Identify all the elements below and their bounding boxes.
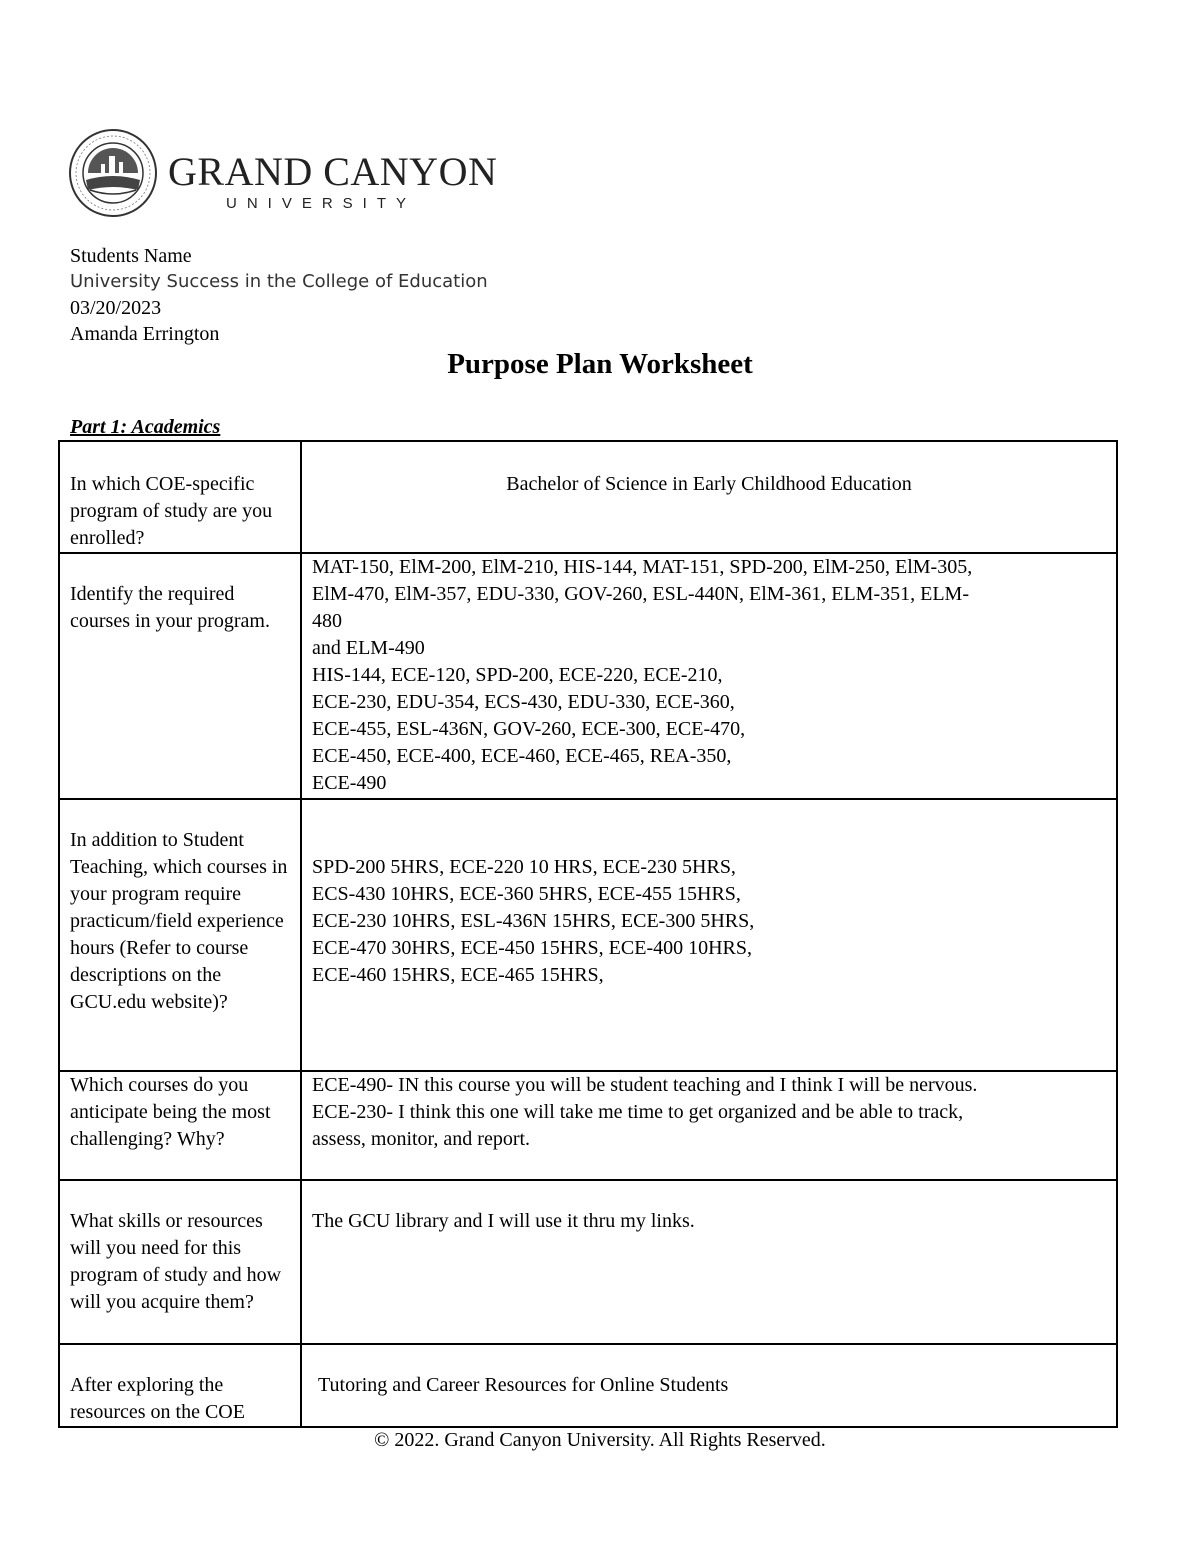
academics-table-body bbox=[59, 441, 1117, 1427]
answer-line: ECE-230, EDU-354, ECS-430, EDU-330, ECE-360, bbox=[312, 691, 735, 713]
answer-cell bbox=[301, 1180, 1117, 1344]
question-cell: In addition to Student Teaching, which courses in your program require practicum/field experience hours (Refer to course descriptions on the GCU.edu website)? bbox=[59, 799, 301, 1071]
university-seal-icon bbox=[68, 128, 158, 218]
answer-line: HIS-144, ECE-120, SPD-200, ECE-220, ECE-210, bbox=[312, 664, 723, 686]
table-row bbox=[59, 799, 1117, 1071]
answer-line: MAT-150, ElM-200, ElM-210, HIS-144, MAT-151, SPD-200, ElM-250, ElM-305, bbox=[312, 556, 973, 578]
table-row bbox=[59, 1071, 1117, 1180]
table-row bbox=[59, 1344, 1117, 1427]
answer-line: assess, monitor, and report. bbox=[312, 1128, 531, 1150]
question-cell: What skills or resources will you need for this program of study and how will you acquire them? bbox=[59, 1180, 301, 1344]
academics-table bbox=[58, 440, 1118, 1428]
copyright-footer: © 2022. Grand Canyon University. All Rights Reserved. bbox=[374, 1429, 826, 1451]
question-cell: After exploring the resources on the COE bbox=[59, 1344, 301, 1427]
answer-line: Bachelor of Science in Early Childhood Education bbox=[506, 473, 912, 495]
answer-line: ECS-430 10HRS, ECE-360 5HRS, ECE-455 15HRS, bbox=[312, 883, 741, 905]
answer-line: The GCU library and I will use it thru my links. bbox=[312, 1210, 695, 1232]
answer-line: ECE-455, ESL-436N, GOV-260, ECE-300, ECE-470, bbox=[312, 718, 746, 740]
answer-line: ECE-450, ECE-400, ECE-460, ECE-465, REA-350, bbox=[312, 745, 732, 767]
date: 03/20/2023 bbox=[70, 297, 162, 319]
answer-line: ECE-460 15HRS, ECE-465 15HRS, bbox=[312, 964, 604, 986]
question-cell: In which COE-specific program of study are you enrolled? bbox=[59, 441, 301, 553]
university-logo bbox=[68, 128, 498, 218]
answer-line: 480 bbox=[312, 610, 342, 632]
student-name: Students Name bbox=[70, 245, 192, 267]
page-title: Purpose Plan Worksheet bbox=[447, 348, 753, 380]
answer-cell bbox=[301, 799, 1117, 1071]
answer-line: and ELM-490 bbox=[312, 637, 425, 659]
answer-line: ECE-490- IN this course you will be student teaching and I think I will be nervous. bbox=[312, 1074, 978, 1096]
question-cell: Which courses do you anticipate being the most challenging? Why? bbox=[59, 1071, 301, 1180]
brand-subtitle: UNIVERSITY bbox=[226, 195, 417, 212]
answer-line: ECE-490 bbox=[312, 772, 387, 794]
answer-cell bbox=[301, 1071, 1117, 1180]
course-name: University Success in the College of Education bbox=[70, 271, 488, 292]
answer-line: ECE-470 30HRS, ECE-450 15HRS, ECE-400 10HRS, bbox=[312, 937, 753, 959]
answer-cell bbox=[301, 553, 1117, 799]
instructor-name: Amanda Errington bbox=[70, 323, 220, 345]
question-cell: Identify the required courses in your program. bbox=[59, 553, 301, 799]
answer-line: ECE-230- I think this one will take me time to get organized and be able to track, bbox=[312, 1101, 964, 1123]
table-row bbox=[59, 441, 1117, 553]
brand-name: GRAND CANYON bbox=[168, 149, 498, 194]
answer-cell bbox=[301, 441, 1117, 553]
answer-line: ECE-230 10HRS, ESL-436N 15HRS, ECE-300 5HRS, bbox=[312, 910, 755, 932]
answer-line: SPD-200 5HRS, ECE-220 10 HRS, ECE-230 5HRS, bbox=[312, 856, 736, 878]
answer-cell bbox=[301, 1344, 1117, 1427]
table-row bbox=[59, 553, 1117, 799]
answer-line: Tutoring and Career Resources for Online Students bbox=[318, 1374, 729, 1396]
table-row bbox=[59, 1180, 1117, 1344]
header-info bbox=[70, 243, 488, 347]
answer-line: ElM-470, ElM-357, EDU-330, GOV-260, ESL-440N, ElM-361, ELM-351, ELM- bbox=[312, 583, 969, 605]
section-heading: Part 1: Academics bbox=[70, 416, 221, 438]
